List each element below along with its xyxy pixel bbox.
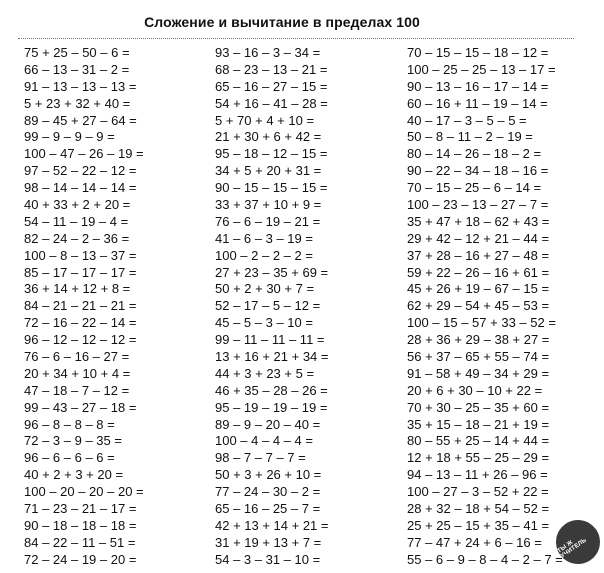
exercise-column-3 xyxy=(407,45,563,569)
exercise-item: 72 – 24 – 19 – 20 = xyxy=(24,551,137,567)
exercise-item: 99 – 9 – 9 – 9 = xyxy=(24,129,115,145)
exercise-item: 100 – 8 – 13 – 37 = xyxy=(24,247,137,263)
exercise-item: 98 – 14 – 14 – 14 = xyxy=(24,180,137,196)
exercise-item: 41 – 6 – 3 – 19 = xyxy=(215,230,313,246)
exercise-item: 54 + 16 – 41 – 28 = xyxy=(215,95,328,111)
exercise-item: 65 – 16 – 25 – 7 = xyxy=(215,501,321,517)
exercise-item: 28 + 36 + 29 – 38 + 27 = xyxy=(407,332,550,348)
exercise-item: 56 + 37 – 65 + 55 – 74 = xyxy=(407,349,550,365)
exercise-item: 42 + 13 + 14 + 21 = xyxy=(215,517,329,533)
exercise-item: 90 – 18 – 18 – 18 = xyxy=(24,517,137,533)
exercise-item: 82 – 24 – 2 – 36 = xyxy=(24,230,130,246)
exercise-item: 100 – 2 – 2 – 2 = xyxy=(215,247,313,263)
exercise-item: 5 + 23 + 32 + 40 = xyxy=(24,95,131,111)
exercise-item: 40 + 2 + 3 + 20 = xyxy=(24,467,124,483)
exercise-item: 91 – 13 – 13 – 13 = xyxy=(24,78,137,94)
exercise-item: 100 – 20 – 20 – 20 = xyxy=(24,484,144,500)
exercise-item: 29 + 42 – 12 + 21 – 44 = xyxy=(407,230,550,246)
exercise-item: 100 – 25 – 25 – 13 – 17 = xyxy=(407,61,556,77)
exercise-item: 77 – 47 + 24 + 6 – 16 = xyxy=(407,534,542,550)
exercise-item: 76 – 6 – 16 – 27 = xyxy=(24,349,130,365)
exercise-column-2 xyxy=(215,45,329,569)
exercise-item: 96 – 8 – 8 – 8 = xyxy=(24,416,115,432)
exercise-item: 100 – 47 – 26 – 19 = xyxy=(24,146,144,162)
exercise-item: 95 – 19 – 19 – 19 = xyxy=(215,399,328,415)
exercise-item: 12 + 18 + 55 – 25 – 29 = xyxy=(407,450,550,466)
exercise-item: 100 – 15 – 57 + 33 – 52 = xyxy=(407,315,556,331)
exercise-item: 37 + 28 – 16 + 27 – 48 = xyxy=(407,247,550,263)
exercise-item: 96 – 12 – 12 – 12 = xyxy=(24,332,137,348)
title-divider xyxy=(18,38,574,39)
page-title: Сложение и вычитание в пределах 100 xyxy=(144,14,420,30)
exercise-item: 90 – 22 – 34 – 18 – 16 = xyxy=(407,163,549,179)
exercise-item: 28 + 32 – 18 + 54 – 52 = xyxy=(407,501,550,517)
exercise-item: 54 – 11 – 19 – 4 = xyxy=(24,213,129,229)
exercise-item: 85 – 17 – 17 – 17 = xyxy=(24,264,137,280)
exercise-item: 40 + 33 + 2 + 20 = xyxy=(24,197,131,213)
watermark-logo-text: ТЫ Ж УЧИТЕЛЬ xyxy=(556,537,588,560)
exercise-item: 84 – 21 – 21 – 21 = xyxy=(24,298,137,314)
exercise-item: 80 – 14 – 26 – 18 – 2 = xyxy=(407,146,542,162)
exercise-item: 99 – 43 – 27 – 18 = xyxy=(24,399,137,415)
exercise-item: 90 – 15 – 15 – 15 = xyxy=(215,180,328,196)
exercise-item: 50 + 3 + 26 + 10 = xyxy=(215,467,322,483)
exercise-item: 72 – 3 – 9 – 35 = xyxy=(24,433,122,449)
exercise-item: 60 – 16 + 11 – 19 – 14 = xyxy=(407,95,548,111)
exercise-item: 35 + 15 – 18 – 21 + 19 = xyxy=(407,416,550,432)
exercise-item: 89 – 45 + 27 – 64 = xyxy=(24,112,137,128)
exercise-item: 77 – 24 – 30 – 2 = xyxy=(215,484,321,500)
exercise-item: 5 + 70 + 4 + 10 = xyxy=(215,112,315,128)
exercise-item: 90 – 13 – 16 – 17 – 14 = xyxy=(407,78,549,94)
exercise-item: 21 + 30 + 6 + 42 = xyxy=(215,129,322,145)
exercise-item: 93 – 16 – 3 – 34 = xyxy=(215,45,321,60)
exercise-item: 94 – 13 – 11 + 26 – 96 = xyxy=(407,467,548,483)
exercise-item: 71 – 23 – 21 – 17 = xyxy=(24,501,137,517)
exercise-item: 68 – 23 – 13 – 21 = xyxy=(215,61,328,77)
exercise-item: 45 – 5 – 3 – 10 = xyxy=(215,315,313,331)
exercise-item: 50 + 2 + 30 + 7 = xyxy=(215,281,315,297)
exercise-item: 70 – 15 – 25 – 6 – 14 = xyxy=(407,180,542,196)
exercise-item: 66 – 13 – 31 – 2 = xyxy=(24,61,130,77)
exercise-item: 65 – 16 – 27 – 15 = xyxy=(215,78,328,94)
exercise-item: 35 + 47 + 18 – 62 + 43 = xyxy=(407,213,550,229)
exercise-item: 50 – 8 – 11 – 2 – 19 = xyxy=(407,129,533,145)
exercise-item: 100 – 4 – 4 – 4 = xyxy=(215,433,313,449)
exercise-item: 75 + 25 – 50 – 6 = xyxy=(24,45,130,60)
exercise-item: 46 + 35 – 28 – 26 = xyxy=(215,382,328,398)
exercise-item: 100 – 27 – 3 – 52 + 22 = xyxy=(407,484,549,500)
exercise-item: 70 + 30 – 25 – 35 + 60 = xyxy=(407,399,550,415)
exercise-item: 98 – 7 – 7 – 7 = xyxy=(215,450,306,466)
exercise-item: 33 + 37 + 10 + 9 = xyxy=(215,197,322,213)
exercise-item: 80 – 55 + 25 – 14 + 44 = xyxy=(407,433,550,449)
exercise-item: 59 + 22 – 26 – 16 + 61 = xyxy=(407,264,550,280)
exercise-item: 97 – 52 – 22 – 12 = xyxy=(24,163,137,179)
exercise-item: 54 – 3 – 31 – 10 = xyxy=(215,551,321,567)
exercise-item: 20 + 6 + 30 – 10 + 22 = xyxy=(407,382,543,398)
exercise-item: 36 + 14 + 12 + 8 = xyxy=(24,281,131,297)
exercise-item: 91 – 58 + 49 – 34 + 29 = xyxy=(407,365,550,381)
exercise-item: 84 – 22 – 11 – 51 = xyxy=(24,534,136,550)
exercise-column-1 xyxy=(24,45,144,569)
exercise-item: 100 – 23 – 13 – 27 – 7 = xyxy=(407,197,549,213)
exercise-item: 89 – 9 – 20 – 40 = xyxy=(215,416,321,432)
exercise-item: 52 – 17 – 5 – 12 = xyxy=(215,298,321,314)
exercise-item: 27 + 23 – 35 + 69 = xyxy=(215,264,329,280)
exercise-item: 34 + 5 + 20 + 31 = xyxy=(215,163,322,179)
exercise-item: 99 – 11 – 11 – 11 = xyxy=(215,332,325,348)
exercise-item: 20 + 34 + 10 + 4 = xyxy=(24,365,131,381)
exercise-item: 40 – 17 – 3 – 5 – 5 = xyxy=(407,112,527,128)
exercise-item: 62 + 29 – 54 + 45 – 53 = xyxy=(407,298,550,314)
exercise-item: 95 – 18 – 12 – 15 = xyxy=(215,146,328,162)
exercise-item: 13 + 16 + 21 + 34 = xyxy=(215,349,329,365)
exercise-item: 76 – 6 – 19 – 21 = xyxy=(215,213,321,229)
exercise-item: 45 + 26 + 19 – 67 – 15 = xyxy=(407,281,550,297)
exercise-item: 70 – 15 – 15 – 18 – 12 = xyxy=(407,45,549,60)
exercise-item: 47 – 18 – 7 – 12 = xyxy=(24,382,130,398)
exercise-item: 72 – 16 – 22 – 14 = xyxy=(24,315,137,331)
exercise-item: 44 + 3 + 23 + 5 = xyxy=(215,365,315,381)
exercise-item: 96 – 6 – 6 – 6 = xyxy=(24,450,115,466)
exercise-item: 55 – 6 – 9 – 8 – 4 – 2 – 7 = xyxy=(407,551,563,567)
exercise-item: 25 + 25 – 15 + 35 – 41 = xyxy=(407,517,550,533)
exercise-item: 31 + 19 + 13 + 7 = xyxy=(215,534,322,550)
